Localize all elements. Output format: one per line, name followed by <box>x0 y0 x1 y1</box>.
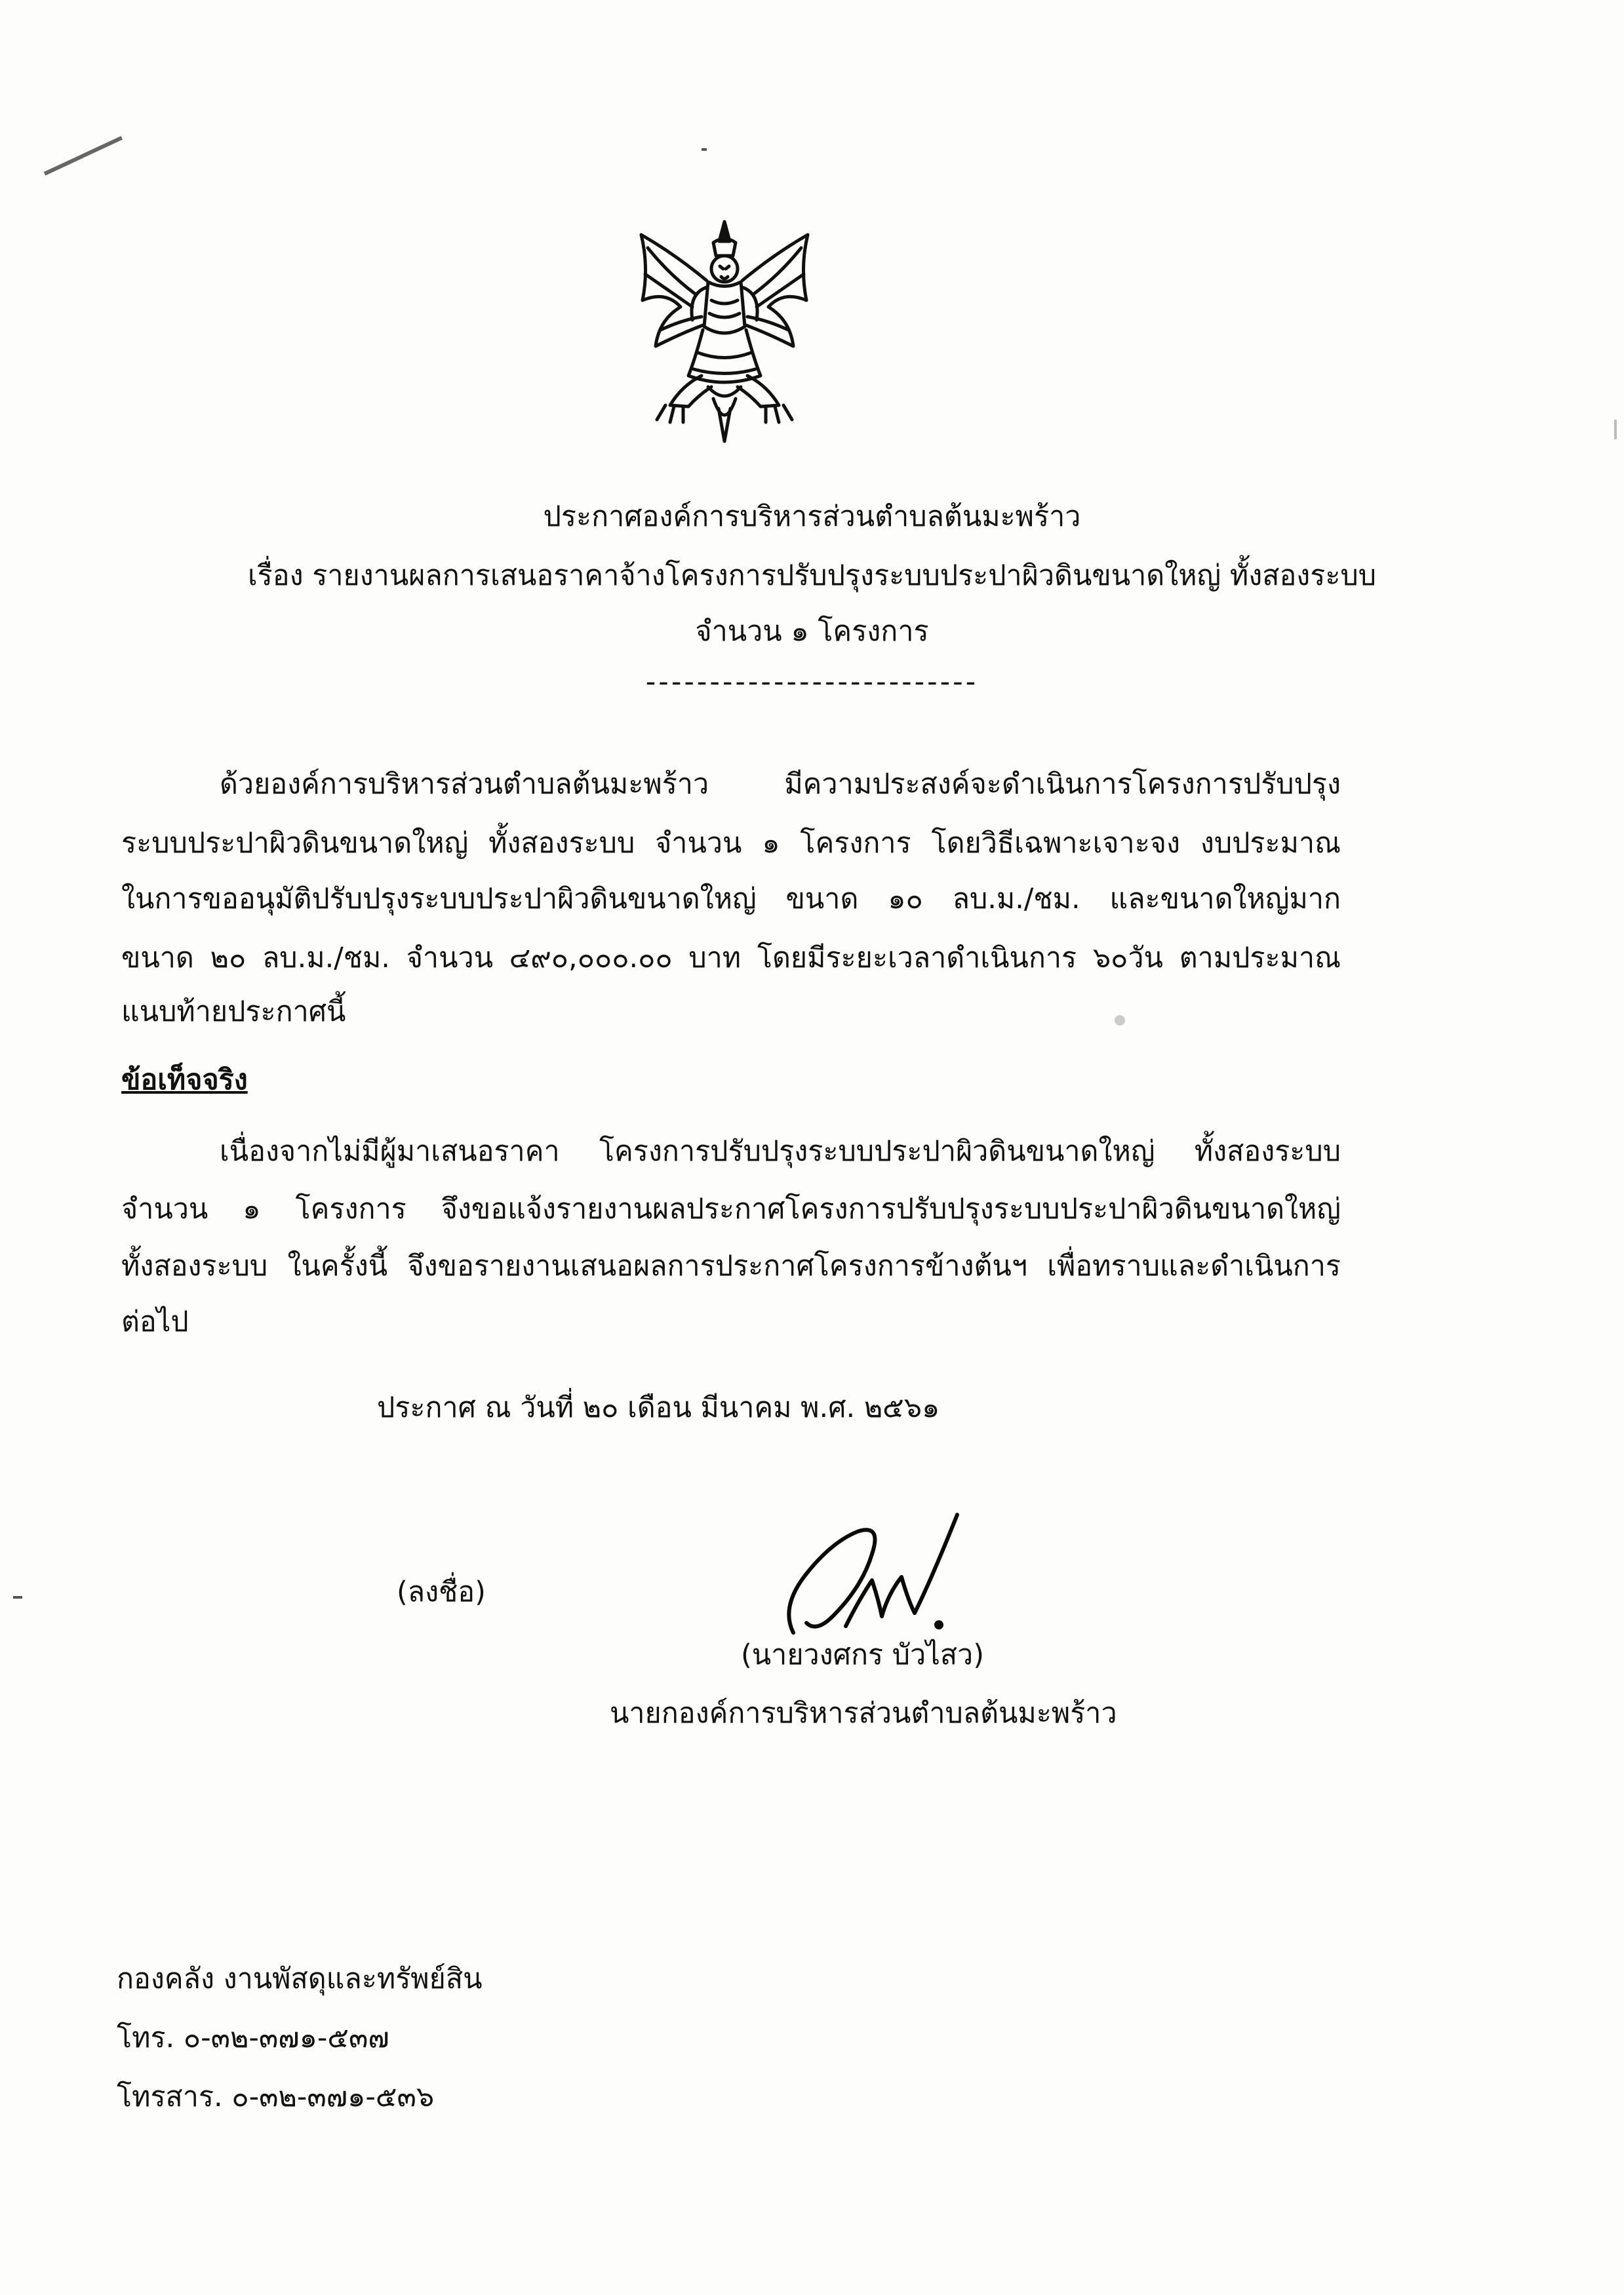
announcement-date: ประกาศ ณ วันที่ ๒๐ เดือน มีนาคม พ.ศ. ๒๕๖๑ <box>377 1391 940 1424</box>
title-divider: -------------------------- <box>645 666 979 698</box>
paragraph2-line: ต่อไป <box>121 1306 189 1338</box>
paragraph1-line: ขนาด ๒๐ ลบ.ม./ชม. จำนวน ๔๙๐,๐๐๐.๐๐ บาท โดยมีระยะเวลาดำเนินการ ๖๐วัน ตามประมาณ <box>121 942 1341 974</box>
signer-name: (นายวงศกร บัวไสว) <box>741 1639 984 1671</box>
paragraph1-line: แนบท้ายประกาศนี้ <box>121 995 346 1028</box>
handwritten-signature <box>767 1502 990 1652</box>
garuda-emblem-icon <box>629 209 820 451</box>
paragraph2-line: เนื่องจากไม่มีผู้มาเสนอราคา โครงการปรับปรุงระบบประปาผิวดินขนาดใหญ่ ทั้งสองระบบ <box>220 1135 1341 1168</box>
subject-line: เรื่อง รายงานผลการเสนอราคาจ้างโครงการปรับปรุงระบบประปาผิวดินขนาดใหญ่ ทั้งสองระบบ <box>247 559 1377 592</box>
signer-position: นายกองค์การบริหารส่วนตำบลต้นมะพร้าว <box>610 1697 1117 1730</box>
footer-fax: โทรสาร. ๐-๓๒-๓๗๑-๕๓๖ <box>117 2081 435 2113</box>
scan-mark <box>13 1596 22 1599</box>
project-quantity: จำนวน ๑ โครงการ <box>695 615 929 648</box>
paragraph1-line: ด้วยองค์การบริหารส่วนตำบลต้นมะพร้าว มีความประสงค์จะดำเนินการโครงการปรับปรุง <box>220 768 1341 801</box>
scan-mark <box>702 148 707 151</box>
scan-mark <box>44 136 123 175</box>
paragraph1-line: ในการขออนุมัติปรับปรุงระบบประปาผิวดินขนาดใหญ่ ขนาด ๑๐ ลบ.ม./ชม. และขนาดใหญ่มาก <box>121 883 1341 915</box>
footer-telephone: โทร. ๐-๓๒-๓๗๑-๕๓๗ <box>117 2022 389 2054</box>
paragraph1-line: ระบบประปาผิวดินขนาดใหญ่ ทั้งสองระบบ จำนวน ๑ โครงการ โดยวิธีเฉพาะเจาะจง งบประมาณ <box>121 827 1341 860</box>
paragraph2-line: ทั้งสองระบบ ในครั้งนี้ จึงขอรายงานเสนอผลการประกาศโครงการข้างต้นฯ เพื่อทราบและดำเนินการ <box>121 1250 1341 1283</box>
organization-title: ประกาศองค์การบริหารส่วนตำบลต้นมะพร้าว <box>543 500 1081 533</box>
footer-department: กองคลัง งานพัสดุและทรัพย์สิน <box>117 1963 483 1995</box>
paragraph2-line: จำนวน ๑ โครงการ จึงขอแจ้งรายงานผลประกาศโครงการปรับปรุงระบบประปาผิวดินขนาดใหญ่ <box>121 1193 1341 1226</box>
scan-mark <box>1614 420 1617 439</box>
signature-label: (ลงชื่อ) <box>397 1576 486 1608</box>
fact-heading: ข้อเท็จจริง <box>121 1064 248 1096</box>
